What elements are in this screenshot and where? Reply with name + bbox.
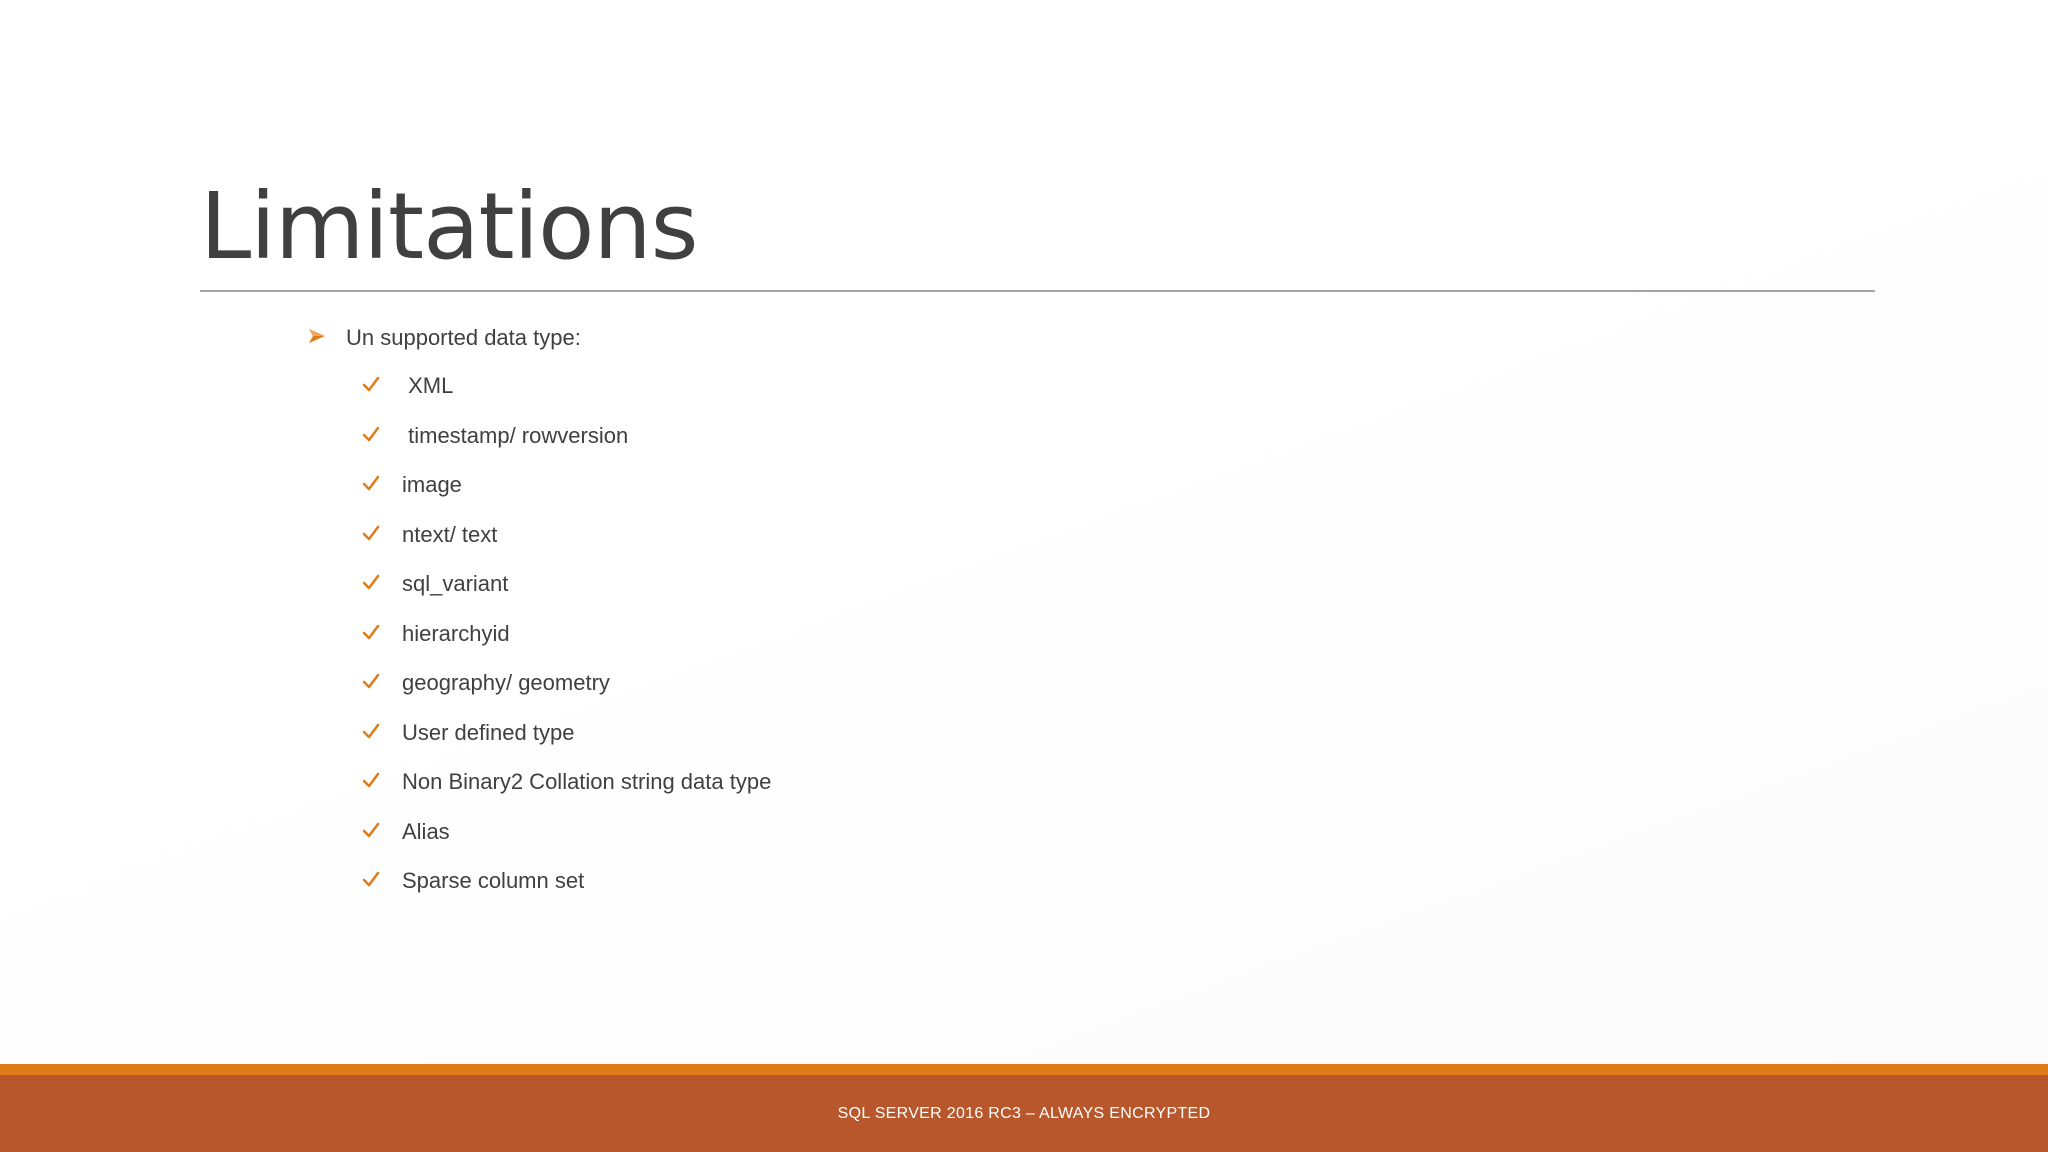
bullet-heading-label: Un supported data type: bbox=[346, 325, 581, 350]
list-item bbox=[362, 814, 450, 850]
checkmark-icon bbox=[362, 822, 402, 843]
list-item-label: Non Binary2 Collation string data type bbox=[402, 769, 772, 794]
title-divider bbox=[200, 290, 1875, 292]
list-item bbox=[362, 863, 584, 899]
checkmark-icon bbox=[362, 871, 402, 892]
checkmark-icon bbox=[362, 574, 402, 595]
list-item-label: ntext/ text bbox=[402, 522, 498, 547]
list-item bbox=[362, 715, 574, 751]
checkmark-icon bbox=[362, 624, 402, 645]
checkmark-icon bbox=[362, 673, 402, 694]
list-item-label: timestamp/ rowversion bbox=[402, 423, 629, 448]
footer-text: SQL SERVER 2016 RC3 – ALWAYS ENCRYPTED bbox=[837, 1104, 1211, 1122]
list-item-label: XML bbox=[402, 373, 454, 398]
footer-bar bbox=[0, 1075, 2048, 1152]
slide-title: Limitations bbox=[200, 173, 698, 280]
list-item bbox=[362, 368, 453, 404]
list-item bbox=[362, 616, 510, 652]
list-item bbox=[362, 467, 462, 503]
checkmark-icon bbox=[362, 376, 402, 397]
list-item bbox=[362, 764, 771, 800]
list-item-label: Sparse column set bbox=[402, 868, 585, 893]
checkmark-icon bbox=[362, 723, 402, 744]
checkmark-icon bbox=[362, 525, 402, 546]
checkmark-icon bbox=[362, 426, 402, 447]
list-item bbox=[362, 566, 508, 602]
list-item-label: Alias bbox=[402, 819, 450, 844]
list-item-label: geography/ geometry bbox=[402, 670, 610, 695]
list-item bbox=[362, 418, 628, 454]
footer-accent-stripe bbox=[0, 1064, 2048, 1075]
list-item-label: image bbox=[402, 472, 462, 497]
list-item bbox=[362, 665, 610, 701]
checkmark-icon bbox=[362, 772, 402, 793]
list-item bbox=[362, 517, 497, 553]
bullet-heading bbox=[308, 320, 581, 356]
list-item-label: hierarchyid bbox=[402, 621, 510, 646]
checkmark-icon bbox=[362, 475, 402, 496]
list-item-label: User defined type bbox=[402, 720, 575, 745]
arrowhead-bullet-icon bbox=[308, 328, 346, 349]
list-item-label: sql_variant bbox=[402, 571, 509, 596]
